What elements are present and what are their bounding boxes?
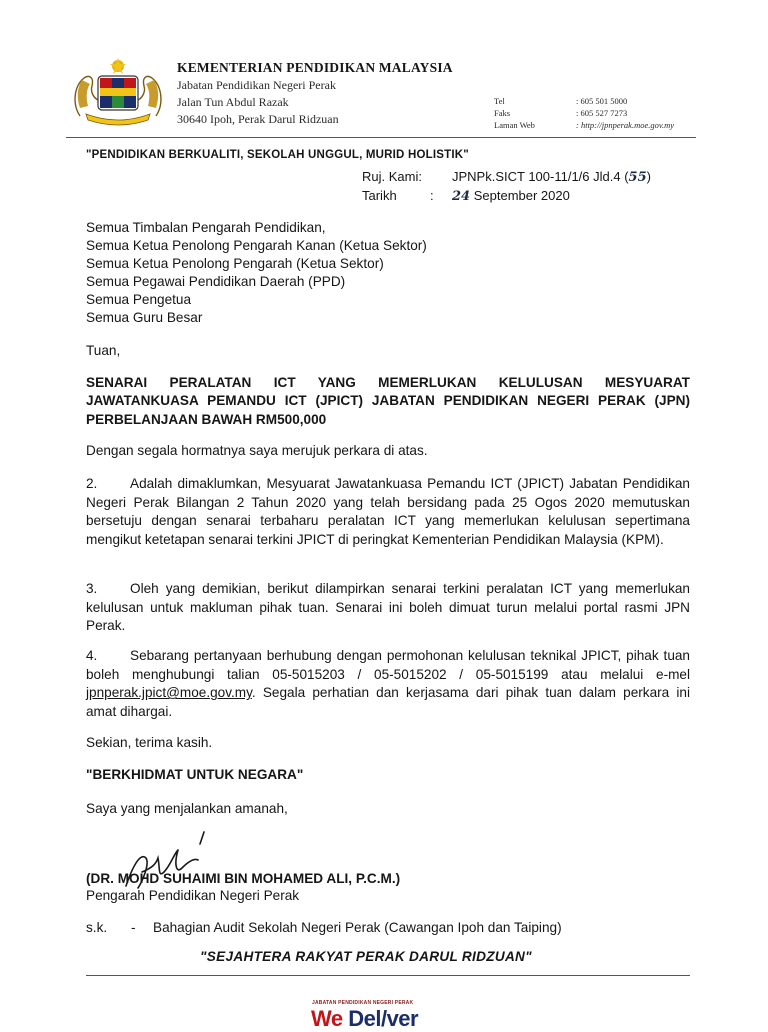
contact-value: : 605 501 5000 xyxy=(576,96,628,106)
cc-dash: - xyxy=(131,920,136,935)
reference-number: JPNPk.SICT 100-11/1/6 Jld.4 (55) xyxy=(452,169,651,185)
closing-line: Sekian, terima kasih. xyxy=(86,735,213,750)
footer-motto: "SEJAHTERA RAKYAT PERAK DARUL RIDZUAN" xyxy=(200,949,532,964)
address-line: Jalan Tun Abdul Razak xyxy=(177,95,289,109)
paragraph-3: 3. Oleh yang demikian, berikut dilampirkan senarai terkini peralatan ICT yang memerlukan kelulusan untuk makluman pihak tuan. Senarai ini boleh dimuat turun melalui portal rasmi JPN Perak. xyxy=(86,581,690,634)
handwritten-reference-number: 55 xyxy=(628,170,647,185)
ministry-name: KEMENTERIAN PENDIDIKAN MALAYSIA xyxy=(177,60,453,75)
reference-label: Ruj. Kami: xyxy=(362,169,422,184)
recipient-line: Semua Pengetua xyxy=(86,292,192,307)
cc-recipient: Bahagian Audit Sekolah Negeri Perak (Cawangan Ipoh dan Taiping) xyxy=(153,920,562,935)
contact-value: : 605 527 7273 xyxy=(576,108,628,118)
letterhead-divider xyxy=(66,137,696,138)
ministry-motto: "PENDIDIKAN BERKUALITI, SEKOLAH UNGGUL, MURID HOLISTIK" xyxy=(86,149,469,161)
date-label: Tarikh xyxy=(362,188,397,203)
service-slogan: "BERKHIDMAT UNTUK NEGARA" xyxy=(86,767,304,782)
address-line: 30640 Ipoh, Perak Darul Ridzuan xyxy=(177,112,339,126)
website-link[interactable]: : http://jpnperak.moe.gov.my xyxy=(576,120,675,130)
address-line: Jabatan Pendidikan Negeri Perak xyxy=(177,78,336,92)
recipient-line: Semua Ketua Penolong Pengarah Kanan (Ketua Sektor) xyxy=(86,238,427,253)
letter-subject: SENARAI PERALATAN ICT YANG MEMERLUKAN KELULUSAN MESYUARAT JAWATANKUASA PEMANDU ICT (JPICT) JABATAN PENDIDIKAN NEGERI PERAK (JPN) PERBELANJAAN BAWAH RM500,000 xyxy=(86,375,690,427)
email-link[interactable]: jpnperak.jpict@moe.gov.my xyxy=(86,685,252,701)
malaysia-coat-of-arms-icon xyxy=(68,56,168,128)
recipient-line: Semua Ketua Penolong Pengarah (Ketua Sektor) xyxy=(86,256,384,271)
opening-line: Dengan segala hormatnya saya merujuk perkara di atas. xyxy=(86,443,428,458)
trust-line: Saya yang menjalankan amanah, xyxy=(86,801,288,816)
paragraph-2: 2. Adalah dimaklumkan, Mesyuarat Jawatankuasa Pemandu ICT (JPICT) Jabatan Pendidikan Negeri Perak Bilangan 2 Tahun 2020 yang telah bersidang pada 25 Ogos 2020 memutuskan bersetuju dengan senarai terbaharu peralatan ICT yang memerlukan kelulusan sepertimana mengikut ketetapan senarai terkini JPICT di peringkat Kementerian Pendidikan Malaysia (KPM). xyxy=(86,476,690,547)
letter-date: 24 September 2020 xyxy=(452,188,570,204)
date-separator: : xyxy=(430,188,434,203)
contact-label: Faks xyxy=(494,108,511,118)
recipient-line: Semua Pegawai Pendidikan Daerah (PPD) xyxy=(86,274,346,289)
contact-label: Laman Web xyxy=(494,120,535,130)
handwritten-day: 24 xyxy=(452,189,471,204)
paragraph-4: 4. Sebarang pertanyaan berhubung dengan permohonan kelulusan teknikal JPICT, pihak tuan boleh menghubungi talian 05-5015203 / 05-5015202 / 05-5015199 atau melalui e-mel jpnperak.jpict@moe.gov.my. Segala perhatian dan kerjasama dari pihak tuan dalam perkara ini amat dihargai. xyxy=(86,648,690,719)
recipient-line: Semua Guru Besar xyxy=(86,310,203,325)
signatory-title: Pengarah Pendidikan Negeri Perak xyxy=(86,888,300,903)
we-deliver-logo: We Del/ver xyxy=(311,1006,419,1031)
signatory-name: (DR. MOHD SUHAIMI BIN MOHAMED ALI, P.C.M.) xyxy=(86,871,401,886)
recipient-line: Semua Timbalan Pengarah Pendidikan, xyxy=(86,220,326,235)
cc-label: s.k. xyxy=(86,920,108,935)
footer-divider xyxy=(86,975,690,976)
contact-label: Tel xyxy=(494,96,505,106)
salutation: Tuan, xyxy=(86,343,121,358)
we-deliver-logo-caption: JABATAN PENDIDIKAN NEGERI PERAK xyxy=(312,1000,414,1006)
